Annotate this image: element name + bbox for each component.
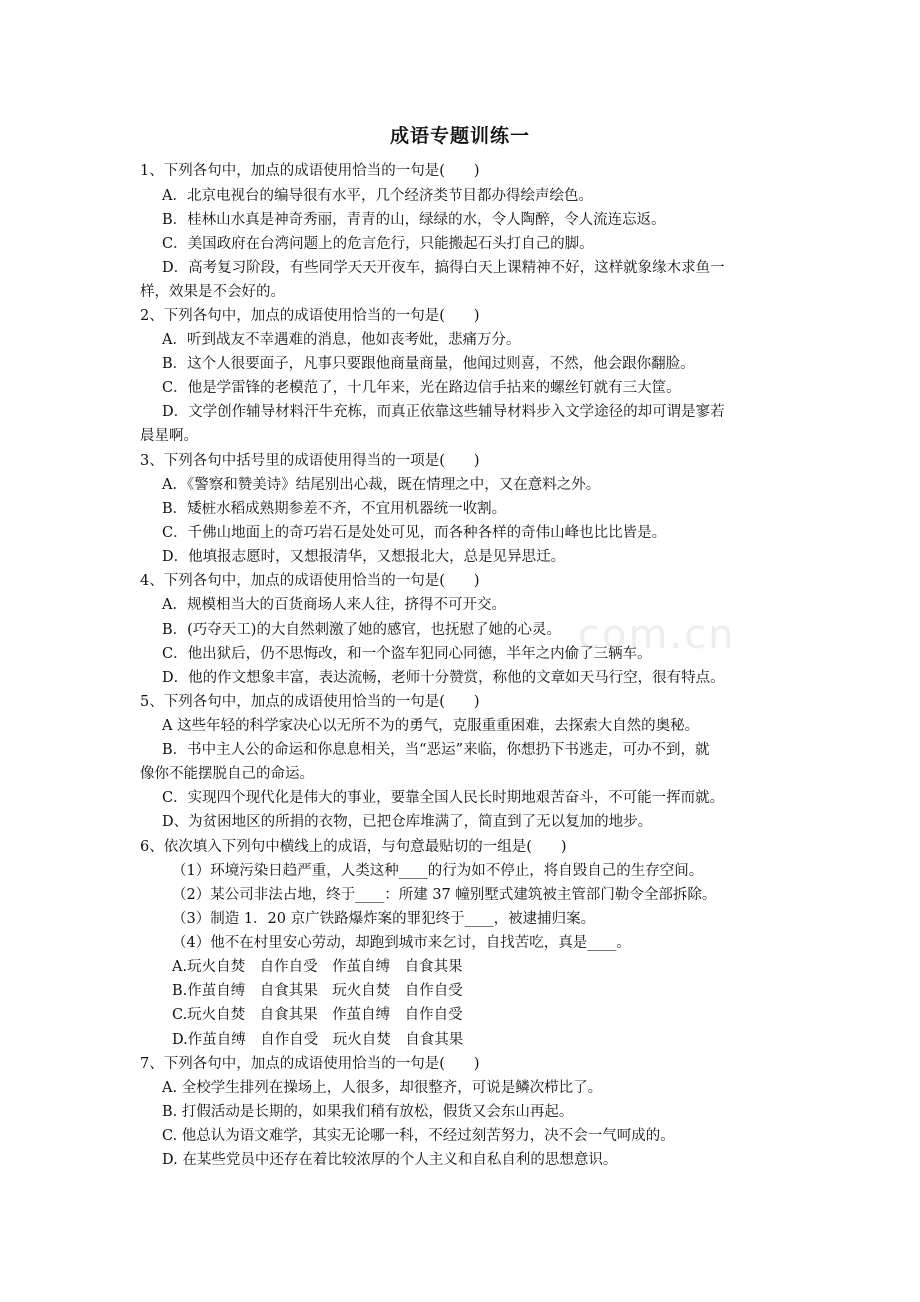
question-4-option-c: C．他出狱后，仍不思悔改，和一个盗车犯同心同德，半年之内偷了三辆车。	[162, 646, 652, 662]
question-4-option-d: D．他的作文想象丰富，表达流畅，老师十分赞赏，称他的文章如天马行空，很有特点。	[162, 670, 725, 686]
question-6-option-d: D.作茧自缚 自作自受 玩火自焚 自食其果	[172, 1032, 464, 1048]
question-7-option-a: A. 全校学生排列在操场上，人很多，却很整齐，可说是鳞次栉比了。	[162, 1080, 603, 1096]
watermark: com.cn	[578, 612, 736, 658]
question-6-stem: 6、依次填入下列句中横线上的成语，与句意最贴切的一组是( )	[140, 839, 567, 855]
question-5-option-c: C．实现四个现代化是伟大的事业，要靠全国人民长时期地艰苦奋斗，不可能一挥而就。	[162, 790, 725, 806]
question-6-sub-1: （1）环境污染日趋严重，人类这种____的行为如不停止，将自毁自己的生存空间。	[172, 863, 704, 879]
question-2-option-d-cont: 晨星啊。	[140, 428, 198, 444]
question-6-sub-3: （3）制造 1．20 京广铁路爆炸案的罪犯终于____，被逮捕归案。	[172, 911, 596, 927]
question-2-option-c: C．他是学雷锋的老模范了，十几年来，光在路边信手拈来的螺丝钉就有三大筐。	[162, 380, 681, 396]
question-5-option-b: B．书中主人公的命运和你息息相关，当“恶运”来临，你想扔下书逃走，可办不到，就	[162, 742, 710, 758]
question-5-option-a: A 这些年轻的科学家决心以无所不为的勇气，克服重重困难，去探索大自然的奥秘。	[162, 718, 700, 734]
question-3-option-b: B．矮桩水稻成熟期参差不齐，不宜用机器统一收割。	[162, 501, 507, 517]
question-1-option-d-cont: 样，效果是不会好的。	[140, 284, 285, 300]
question-2-option-d: D．文学创作辅导材料汗牛充栋，而真正依靠这些辅导材料步入文学途径的却可谓是寥若	[162, 404, 725, 420]
question-5-option-b-cont: 像你不能摆脱自己的命运。	[140, 766, 314, 782]
question-6-option-b: B.作茧自缚 自食其果 玩火自焚 自作自受	[172, 983, 463, 999]
question-5-option-d: D、为贫困地区的所捐的衣物，已把仓库堆满了，简直到了无以复加的地步。	[162, 814, 653, 830]
question-3-option-d: D．他填报志愿时，又想报清华，又想报北大，总是见异思迁。	[162, 549, 566, 565]
question-1-option-d: D．高考复习阶段，有些同学天天开夜车，搞得白天上课精神不好，这样就象缘木求鱼一	[162, 260, 725, 276]
question-4-option-a: A．规模相当大的百货商场人来人往，挤得不可开交。	[162, 597, 506, 613]
question-3-option-c: C．千佛山地面上的奇巧岩石是处处可见，而各种各样的奇伟山峰也比比皆是。	[162, 525, 667, 541]
question-1-option-b: B．桂林山水真是神奇秀丽，青青的山，绿绿的水，令人陶醉，令人流连忘返。	[162, 212, 666, 228]
question-7-option-b: B. 打假活动是长期的，如果我们稍有放松，假货又会东山再起。	[162, 1104, 574, 1120]
question-2-option-a: A．听到战友不幸遇难的消息，他如丧考妣，悲痛万分。	[162, 332, 521, 348]
question-4-option-b: B．(巧夺天工)的大自然刺激了她的感官，也抚慰了她的心灵。	[162, 622, 561, 638]
question-7-option-c: C. 他总认为语文难学，其实无论哪一科，不经过刻苦努力，决不会一气呵成的。	[162, 1128, 675, 1144]
question-2-option-b: B．这个人很要面子，凡事只要跟他商量商量，他闻过则喜，不然，他会跟你翻脸。	[162, 356, 695, 372]
question-2-stem: 2、下列各句中，加点的成语使用恰当的一句是( )	[140, 308, 480, 324]
page-title: 成语专题训练一	[389, 125, 530, 147]
question-1-stem: 1、下列各句中，加点的成语使用恰当的一句是( )	[140, 163, 480, 179]
question-7-option-d: D. 在某些党员中还存在着比较浓厚的个人主义和自私自利的思想意识。	[162, 1152, 618, 1168]
question-6-option-a: A.玩火自焚 自作自受 作茧自缚 自食其果	[172, 959, 463, 975]
question-6-sub-4: （4）他不在村里安心劳动，却跑到城市来乞讨，自找苦吃，真是____。	[172, 935, 631, 951]
question-3-stem: 3、下列各句中括号里的成语使用得当的一项是( )	[140, 453, 480, 469]
question-7-stem: 7、下列各句中，加点的成语使用恰当的一句是( )	[140, 1056, 480, 1072]
question-5-stem: 5、下列各句中，加点的成语使用恰当的一句是( )	[140, 694, 480, 710]
question-3-option-a: A．《警察和赞美诗》结尾别出心裁，既在情理之中，又在意料之外。	[162, 477, 601, 493]
question-1-option-c: C．美国政府在台湾问题上的危言危行，只能搬起石头打自己的脚。	[162, 236, 594, 252]
question-6-option-c: C.玩火自焚 自食其果 作茧自缚 自作自受	[172, 1007, 463, 1023]
question-1-option-a: A．北京电视台的编导很有水平，几个经济类节目都办得绘声绘色。	[162, 188, 593, 204]
question-4-stem: 4、下列各句中，加点的成语使用恰当的一句是( )	[140, 573, 480, 589]
question-6-sub-2: （2）某公司非法占地，终于____：所建 37 幢别墅式建筑被主管部门勒令全部拆除。	[172, 887, 717, 903]
